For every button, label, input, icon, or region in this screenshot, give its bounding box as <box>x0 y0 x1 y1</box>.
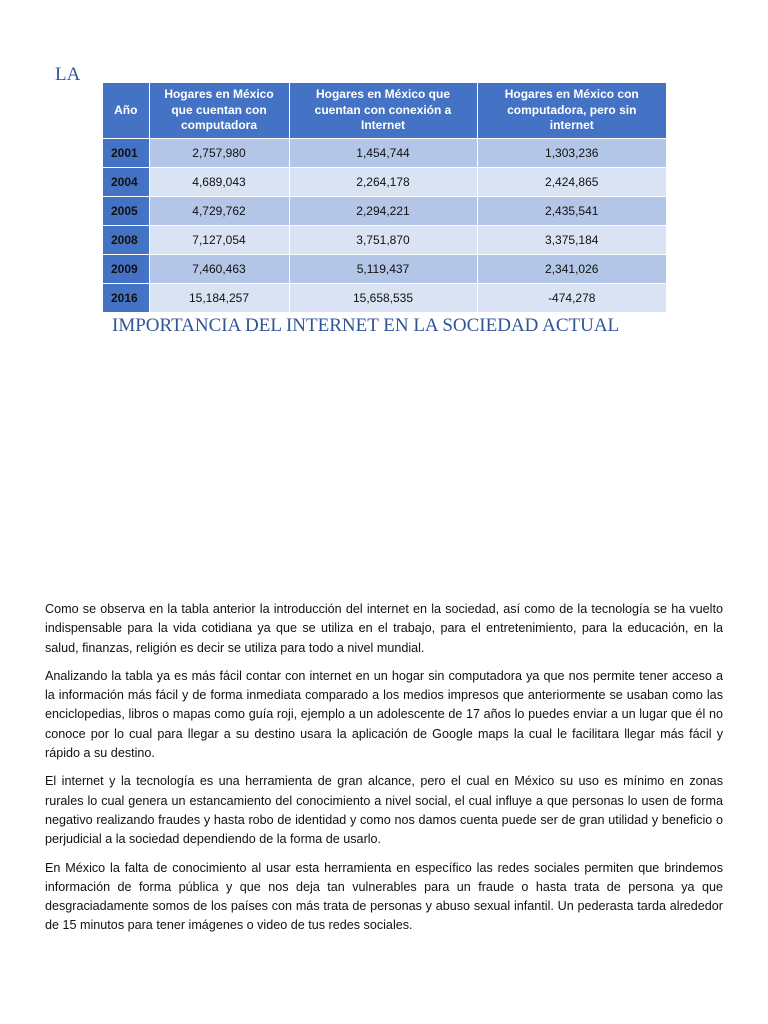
cell-year: 2008 <box>103 226 149 255</box>
cell-value: 1,303,236 <box>477 139 666 168</box>
header-year: Año <box>103 83 149 139</box>
cell-value: 3,751,870 <box>289 226 477 255</box>
table-row <box>103 226 666 255</box>
cell-value: 2,424,865 <box>477 168 666 197</box>
cell-value: -474,278 <box>477 284 666 313</box>
table-row <box>103 139 666 168</box>
cell-value: 15,658,535 <box>289 284 477 313</box>
cell-value: 2,294,221 <box>289 197 477 226</box>
cell-value: 7,460,463 <box>149 255 289 284</box>
cell-value: 4,729,762 <box>149 197 289 226</box>
table-row <box>103 284 666 313</box>
paragraph: Analizando la tabla ya es más fácil contar con internet en un hogar sin computadora ya que nos permite tener acceso a la información más fácil y de forma inmediata comparado a los medios impresos que anteriormente se usaban como las enciclopedias, libros o mapas como guía roji, ejemplo a un adolescente de 17 años lo puedes enviar a un lugar que él no conoce por lo cual para llegar a su destino usara la aplicación de Google maps la cual le facilitara llegar más fácil y rápido a su destino. <box>45 668 723 761</box>
cell-value: 3,375,184 <box>477 226 666 255</box>
cell-value: 5,119,437 <box>289 255 477 284</box>
section-heading: IMPORTANCIA DEL INTERNET EN LA SOCIEDAD ACTUAL <box>112 315 620 336</box>
cell-year: 2001 <box>103 139 149 168</box>
paragraph: Como se observa en la tabla anterior la introducción del internet en la sociedad, así como de la tecnología se ha vuelto indispensable para la vida cotidiana ya que se utiliza en el trabajo, para el entretenimiento, para la educación, en la salud, finanzas, religión es decir se utiliza para todo a nivel mundial. <box>45 602 723 655</box>
cell-value: 15,184,257 <box>149 284 289 313</box>
table-row <box>103 197 666 226</box>
cell-value: 2,435,541 <box>477 197 666 226</box>
paragraph: En México la falta de conocimiento al usar esta herramienta en específico las redes sociales permiten que brindemos información de forma pública y que nos deja tan vulnerables para un fraude o hasta trata de persona ya que desgraciadamente somos de los países con más trata de personas y abuso sexual infantil. Un pederasta tarda alrededor de 15 minutos para tener imágenes o video de tus redes sociales. <box>45 860 723 933</box>
header-computer-no-internet: Hogares en México con computadora, pero sin internet <box>477 83 666 139</box>
cell-value: 4,689,043 <box>149 168 289 197</box>
table-row <box>103 168 666 197</box>
table-row <box>103 255 666 284</box>
cell-value: 1,454,744 <box>289 139 477 168</box>
households-table <box>103 83 666 312</box>
cell-value: 7,127,054 <box>149 226 289 255</box>
cell-value: 2,757,980 <box>149 139 289 168</box>
cell-value: 2,341,026 <box>477 255 666 284</box>
header-with-computer: Hogares en México que cuentan con computadora <box>149 83 289 139</box>
cell-year: 2004 <box>103 168 149 197</box>
paragraph: El internet y la tecnología es una herramienta de gran alcance, pero el cual en México su uso es mínimo en zonas rurales lo cual genera un estancamiento del conocimiento a nivel social, el cual influye a que personas lo usen de forma negativo realizando fraudes y hasta robo de identidad y como nos damos cuenta puede ser de gran utilidad y beneficio o perjudicial a la sociedad dependiendo de la forma de usarlo. <box>45 774 723 847</box>
cell-year: 2009 <box>103 255 149 284</box>
cell-year: 2016 <box>103 284 149 313</box>
header-with-internet: Hogares en México que cuentan con conexión a Internet <box>289 83 477 139</box>
cell-value: 2,264,178 <box>289 168 477 197</box>
cell-year: 2005 <box>103 197 149 226</box>
corner-label: LA <box>55 64 81 85</box>
table-header-row <box>103 83 666 139</box>
body-text <box>45 600 723 945</box>
